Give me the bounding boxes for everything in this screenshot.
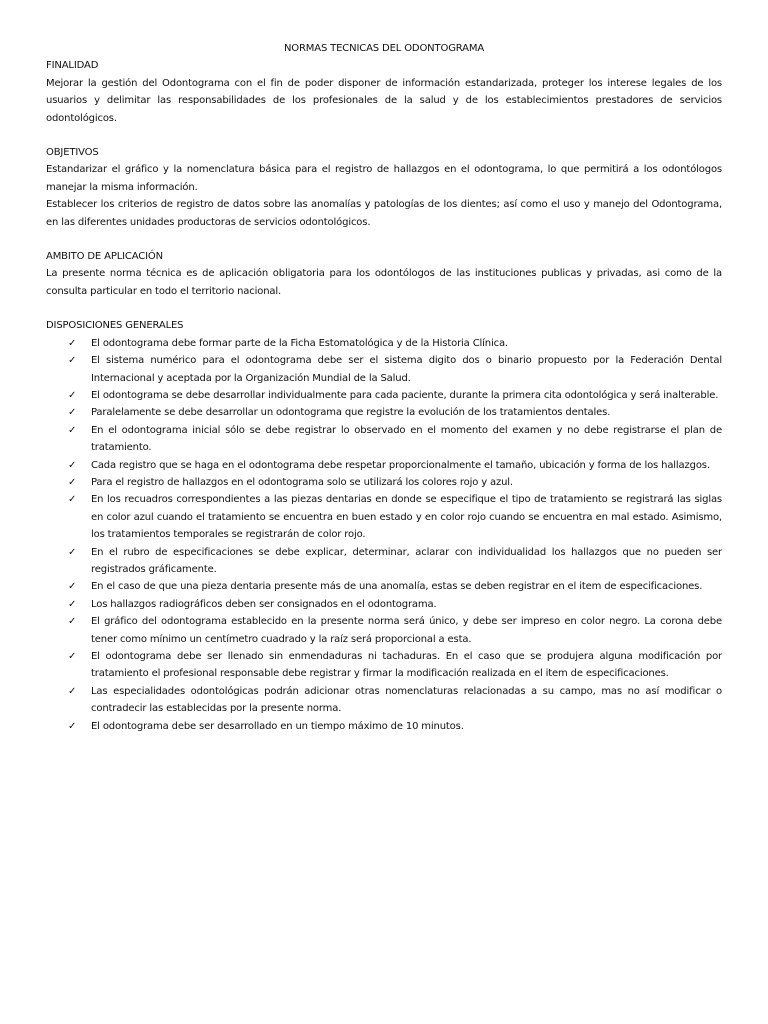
ambito-paragraph: La presente norma técnica es de aplicación obligatoria para los odontólogos de las instituciones publicas y privadas, asi como de la consulta particular en todo el territorio nacional. (46, 268, 722, 297)
check-icon: ✓ (68, 685, 77, 697)
list-item (46, 422, 722, 457)
list-item (46, 491, 722, 543)
check-icon: ✓ (68, 581, 77, 593)
list-item (46, 404, 722, 421)
objetivos-paragraph-2: Establecer los criterios de registro de datos sobre las anomalías y patologías de los dientes; así como el uso y manejo del Odontograma, en las diferentes unidades productoras de servicios odontológicos. (46, 199, 722, 228)
check-icon: ✓ (68, 720, 77, 732)
check-icon: ✓ (68, 389, 77, 401)
list-item (46, 683, 722, 718)
objetivos-paragraph-1: Estandarizar el gráfico y la nomenclatura básica para el registro de hallazgos en el odontograma, lo que permitirá a los odontólogos manejar la misma información. (46, 164, 722, 193)
list-item-text: El odontograma se debe desarrollar individualmente para cada paciente, durante la primera cita odontológica y será inalterable. (91, 389, 719, 401)
check-icon: ✓ (68, 476, 77, 488)
list-item-text: Los hallazgos radiográficos deben ser consignados en el odontograma. (91, 598, 437, 610)
list-item (46, 352, 722, 387)
list-item-text: Cada registro que se haga en el odontograma debe respetar proporcionalmente el tamaño, ubicación y forma de los hallazgos. (91, 459, 710, 471)
list-item-text: El odontograma debe ser llenado sin enmendaduras ni tachaduras. En el caso que se produjera alguna modificación por tratamiento el profesional responsable debe registrar y firmar la modificación realizada en el item de especificaciones. (91, 651, 722, 680)
check-icon: ✓ (68, 407, 77, 419)
document-page (46, 40, 722, 752)
section-heading-ambito: AMBITO DE APLICACIÓN (46, 251, 163, 263)
check-icon: ✓ (68, 546, 77, 558)
check-icon: ✓ (68, 459, 77, 471)
list-item (46, 457, 722, 474)
list-item (46, 387, 722, 404)
list-item-text: Paralelamente se debe desarrollar un odontograma que registre la evolución de los tratamientos dentales. (91, 407, 611, 419)
list-item-text: Para el registro de hallazgos en el odontograma solo se utilizará los colores rojo y azul. (91, 476, 513, 488)
list-item (46, 578, 722, 595)
list-item-text: Las especialidades odontológicas podrán adicionar otras nomenclaturas relacionadas a su campo, mas no así modificar o contradecir las establecidas por la presente norma. (91, 685, 722, 715)
list-item-text: En el caso de que una pieza dentaria presente más de una anomalía, estas se deben registrar en el item de especificaciones. (91, 581, 703, 593)
list-item (46, 613, 722, 648)
check-icon: ✓ (68, 598, 77, 610)
list-item (46, 596, 722, 613)
check-icon: ✓ (68, 651, 77, 662)
check-icon: ✓ (68, 424, 77, 436)
list-item (46, 648, 722, 683)
list-item-text: En el odontograma inicial sólo se debe registrar lo observado en el momento del examen y no debe registrarse el plan de tratamiento. (91, 424, 722, 454)
list-item-text: El gráfico del odontograma establecido en la presente norma será único, y debe ser impreso en color negro. La corona debe tener como mínimo un centímetro cuadrado y la raíz será proporcional a esta. (91, 616, 722, 645)
section-disposiciones (46, 317, 722, 735)
list-item-text: El odontograma debe formar parte de la Ficha Estomatológica y de la Historia Clínica. (91, 337, 508, 349)
check-icon: ✓ (68, 616, 77, 628)
list-item-text: En el rubro de especificaciones se debe explicar, determinar, aclarar con individualidad los hallazgos que no pueden ser registrados gráficamente. (91, 546, 722, 575)
list-item (46, 718, 722, 735)
section-finalidad (46, 57, 722, 127)
list-item (46, 544, 722, 579)
section-objetivos (46, 144, 722, 231)
check-icon: ✓ (68, 337, 77, 349)
list-item-text: El odontograma debe ser desarrollado en un tiempo máximo de 10 minutos. (91, 720, 464, 732)
list-item-text: En los recuadros correspondientes a las piezas dentarias en donde se especifique el tipo de tratamiento se registrará las siglas en color azul cuando el tratamiento se encuentra en buen estado y en color rojo cuando se encuentra en mal estado. Asimismo, los tratamientos temporales se registrarán de color rojo. (91, 494, 722, 541)
list-item (46, 335, 722, 352)
section-heading-objetivos: OBJETIVOS (46, 147, 99, 159)
check-icon: ✓ (68, 494, 77, 506)
list-item (46, 474, 722, 491)
finalidad-paragraph: Mejorar la gestión del Odontograma con el fin de poder disponer de información estandarizada, proteger los interese legales de los usuarios y delimitar las responsabilidades de los profesionales de la salud y de los establecimientos prestadores de servicios odontológicos. (46, 77, 722, 124)
check-icon: ✓ (68, 355, 77, 367)
section-heading-disposiciones: DISPOSICIONES GENERALES (46, 320, 184, 332)
document-title: NORMAS TECNICAS DEL ODONTOGRAMA (283, 43, 485, 54)
list-item-text: El sistema numérico para el odontograma debe ser el sistema digito dos o binario propuesto por la Federación Dental Internacional y aceptada por la Organización Mundial de la Salud. (91, 355, 722, 384)
section-heading-finalidad: FINALIDAD (46, 60, 99, 72)
section-ambito (46, 248, 722, 300)
disposiciones-list (46, 335, 722, 735)
